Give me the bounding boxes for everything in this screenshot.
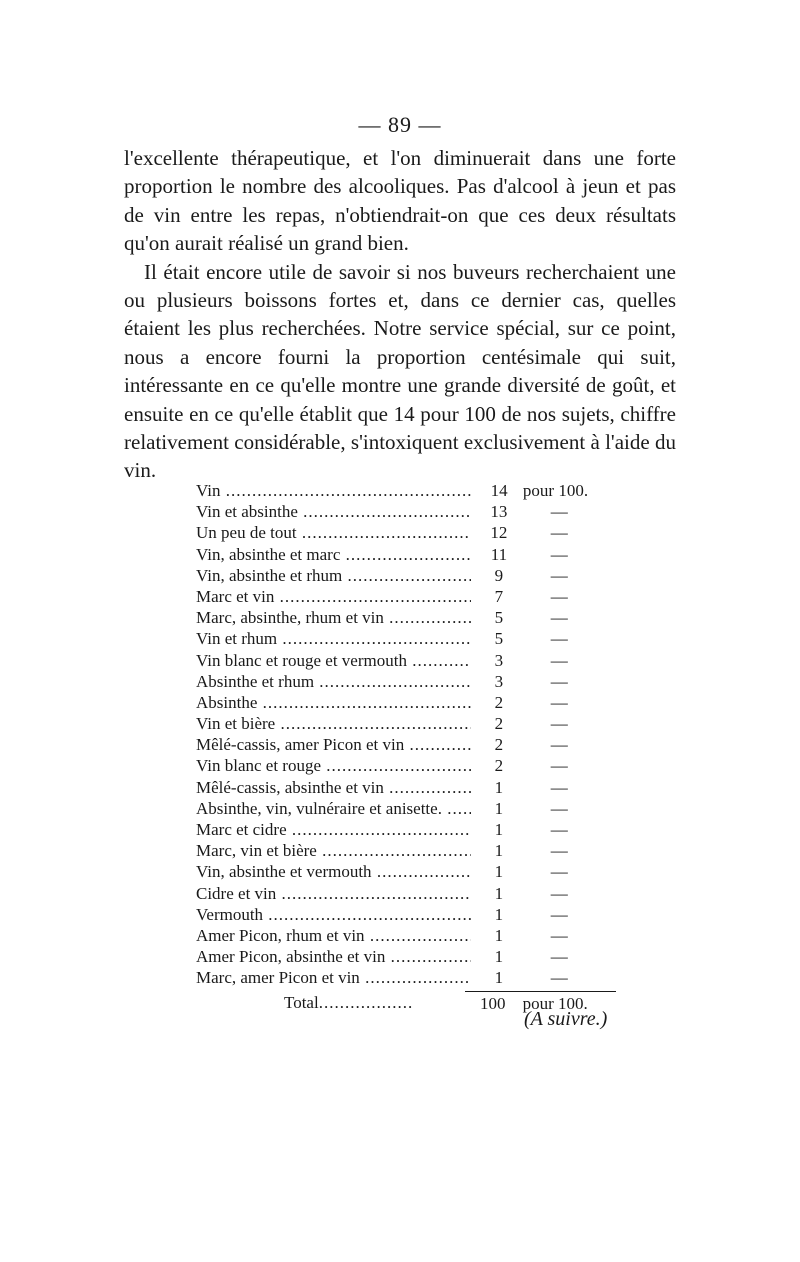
row-value: 1 (494, 798, 504, 818)
row-label: Marc et cidre ..... (196, 819, 471, 840)
row-unit: — (550, 544, 568, 564)
table-row (196, 480, 616, 501)
continuation-note: (A suivre.) (524, 1008, 608, 1030)
row-label: Vin et absinthe ..... (196, 501, 471, 522)
table-row (196, 607, 616, 628)
row-unit: — (550, 841, 568, 861)
paragraph: Il était encore utile de savoir si nos buveurs recherchaient une ou plusieurs boissons fortes et, dans ce dernier cas, quelles étaient les plus recherchées. Notre service spécial, sur ce point, nous a encore fourni la proportion centésimale qui suit, intéressante en ce qu'elle montre une grande diversité de goût, et ensuite en ce qu'elle établit que 14 pour 100 de nos sujets, chiffre relativement considérable, s'intoxiquent exclusivement à l'aide du vin. (124, 259, 676, 483)
row-unit: — (550, 650, 568, 670)
row-label: Absinthe et rhum ..... (196, 671, 471, 692)
row-label: Marc, amer Picon et vin ..... (196, 967, 471, 988)
row-value: 1 (494, 777, 504, 797)
table-row (196, 755, 616, 776)
row-label: Marc et vin ..... (196, 586, 471, 607)
row-value: 1 (494, 947, 504, 967)
row-value: 3 (494, 650, 504, 670)
table-row (196, 798, 616, 819)
row-value: 2 (494, 756, 504, 776)
table-row (196, 883, 616, 904)
total-unit: pour 100. (521, 991, 616, 1015)
row-unit: — (550, 883, 568, 903)
row-unit: — (550, 629, 568, 649)
row-value: 1 (494, 925, 504, 945)
row-value: 1 (494, 968, 504, 988)
row-unit: — (550, 777, 568, 797)
row-unit: — (550, 735, 568, 755)
table-row (196, 840, 616, 861)
table-row (196, 819, 616, 840)
page-number: — 89 — (358, 112, 442, 137)
row-value: 2 (494, 692, 504, 712)
row-label: Marc, absinthe, rhum et vin ..... (196, 607, 471, 628)
row-unit: — (550, 947, 568, 967)
row-label: Cidre et vin ..... (196, 883, 471, 904)
row-label: Vin et bière ..... (196, 713, 471, 734)
paragraph: l'excellente thérapeutique, et l'on diminuerait dans une forte proportion le nombre des alcooliques. Pas d'alcool à jeun et pas de vin entre les repas, n'obtiendrait-on que ces deux résultats qu'on aurait réalisé un grand bien. (124, 146, 676, 256)
table-row (196, 565, 616, 586)
table-row (196, 734, 616, 755)
row-label: Absinthe ..... (196, 692, 471, 713)
table-rows (196, 480, 616, 989)
table-row (196, 671, 616, 692)
row-value: 14 (490, 481, 508, 500)
row-value: 5 (494, 629, 504, 649)
row-label: Marc, vin et bière ..... (196, 840, 471, 861)
row-unit: — (550, 862, 568, 882)
row-value: 1 (494, 904, 504, 924)
row-value: 1 (494, 883, 504, 903)
row-value: 2 (494, 714, 504, 734)
row-label: Vin et rhum ..... (196, 628, 471, 649)
row-unit: — (550, 714, 568, 734)
row-unit: — (550, 523, 568, 543)
table-row (196, 925, 616, 946)
row-label: Vin ..... (196, 480, 471, 501)
row-label: Vin, absinthe et marc ..... (196, 544, 471, 565)
row-value: 1 (494, 841, 504, 861)
beverage-proportion-table (196, 480, 616, 1015)
row-value: 9 (494, 565, 504, 585)
row-unit: — (550, 968, 568, 988)
table-row (196, 692, 616, 713)
row-label: Vin blanc et rouge ..... (196, 755, 471, 776)
table-row (196, 628, 616, 649)
table-row (196, 967, 616, 988)
table-row (196, 713, 616, 734)
table-row (196, 522, 616, 543)
row-unit: — (550, 565, 568, 585)
row-label: Mêlé-cassis, absinthe et vin ..... (196, 777, 471, 798)
row-unit: — (550, 692, 568, 712)
row-unit: — (550, 608, 568, 628)
row-label: Absinthe, vin, vulnéraire et anisette. ..... (196, 798, 471, 819)
row-unit: — (550, 925, 568, 945)
table-row (196, 777, 616, 798)
row-unit: — (550, 756, 568, 776)
row-value: 1 (494, 820, 504, 839)
row-value: 12 (490, 523, 508, 543)
total-value: 100 (465, 991, 521, 1015)
row-unit: — (550, 586, 568, 606)
row-value: 5 (494, 608, 504, 628)
row-value: 7 (494, 586, 504, 606)
row-value: 13 (490, 502, 508, 522)
table-row (196, 501, 616, 522)
row-label: Amer Picon, rhum et vin ..... (196, 925, 471, 946)
row-unit: pour 100. (522, 481, 589, 500)
table-row (196, 946, 616, 967)
row-label: Amer Picon, absinthe et vin ..... (196, 946, 471, 967)
row-label: Vin, absinthe et vermouth ..... (196, 861, 471, 882)
row-unit: — (550, 798, 568, 818)
row-unit: — (550, 671, 568, 691)
body-text (124, 144, 676, 485)
table-row (196, 544, 616, 565)
row-value: 2 (494, 735, 504, 755)
total-label: Total ..... (196, 991, 465, 1015)
row-value: 11 (490, 544, 508, 564)
row-value: 3 (494, 671, 504, 691)
row-unit: — (550, 820, 568, 839)
table-row (196, 861, 616, 882)
row-value: 1 (494, 862, 504, 882)
table-row (196, 586, 616, 607)
row-label: Vermouth ..... (196, 904, 471, 925)
row-unit: — (550, 502, 568, 522)
table-row (196, 650, 616, 671)
table-row (196, 904, 616, 925)
row-unit: — (550, 904, 568, 924)
row-label: Mêlé-cassis, amer Picon et vin ..... (196, 734, 471, 755)
row-label: Un peu de tout ..... (196, 522, 471, 543)
row-label: Vin, absinthe et rhum ..... (196, 565, 471, 586)
row-label: Vin blanc et rouge et vermouth ..... (196, 650, 471, 671)
